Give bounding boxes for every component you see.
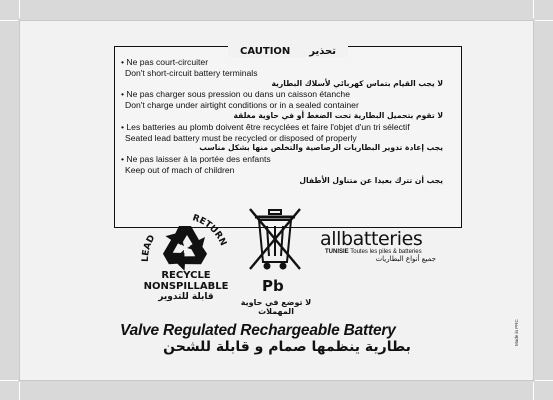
caution-line: Keep out of mach of children bbox=[125, 164, 235, 175]
caution-title: CAUTION bbox=[234, 46, 296, 57]
caution-line: • Ne pas charger sous pression ou dans un caisson étanche bbox=[121, 89, 350, 100]
brand-name: allbatteries bbox=[320, 228, 423, 250]
pb-symbol: Pb bbox=[262, 277, 284, 295]
caution-text bbox=[121, 57, 457, 187]
recycle-line-ar: قابلة للتدوير bbox=[158, 292, 214, 302]
recycle-arc-right: RETURN bbox=[191, 213, 228, 248]
svg-text:LEAD bbox=[141, 234, 158, 263]
disposal-text-ar: لا توضع في حاوية المهملات bbox=[240, 298, 312, 316]
caution-line-ar: يجب إعادة تدوير البطاريات الرصاصية والتخلص منها بشكل مناسب bbox=[199, 143, 443, 153]
crop-mark-tr-v bbox=[533, 0, 534, 18]
product-title: Valve Regulated Rechargeable Battery bbox=[120, 322, 396, 339]
caution-line: Seated lead battery must be recycled or disposed of properly bbox=[125, 132, 357, 143]
crop-mark-bl-h bbox=[0, 380, 18, 381]
caution-line-ar: لا يجب القيام بتماس كهربائي لأسلاك البطارية bbox=[271, 78, 443, 88]
brand-logo bbox=[320, 228, 436, 263]
product-title-ar: بطارية ينظمها صمام و قابلة للشحن bbox=[163, 339, 411, 355]
brand-tagline-fr: Toutes les piles & batteries bbox=[350, 249, 422, 255]
crop-mark-tr-h bbox=[535, 20, 553, 21]
caution-line: • Les batteries au plomb doivent être recyclées et faire l'objet d'un tri sélectif bbox=[121, 121, 410, 132]
crop-mark-tl-h bbox=[0, 20, 18, 21]
caution-title-ar: تحذير bbox=[303, 46, 342, 57]
caution-line: Don't charge under airtight conditions or in a sealed container bbox=[125, 100, 359, 111]
crop-mark-br-v bbox=[533, 382, 534, 400]
recycle-arc-left: LEAD bbox=[140, 233, 158, 263]
caution-line: • Ne pas laisser à la portée des enfants bbox=[121, 154, 271, 165]
crop-mark-tl-v bbox=[19, 0, 20, 18]
brand-city: TUNISIE bbox=[325, 249, 349, 255]
brand-tagline-ar: جميع أنواع البطاريات bbox=[375, 255, 436, 263]
caution-line: • Ne pas court-circuiter bbox=[121, 57, 209, 67]
caution-line: Don't short-circuit battery terminals bbox=[125, 67, 258, 78]
caution-heading bbox=[115, 39, 461, 58]
crop-mark-bl-v bbox=[19, 382, 20, 400]
recycle-line-1: RECYCLE bbox=[161, 270, 211, 281]
caution-line-ar: لا تقوم بتحميل البطارية تحت الضغط أو في حاوية مغلقة bbox=[233, 110, 443, 120]
caution-line-ar: يجب أن تترك بعيدا عن متناول الأطفال bbox=[299, 175, 443, 185]
side-text: Made in PRC bbox=[514, 319, 519, 346]
crop-mark-br-h bbox=[535, 380, 553, 381]
recycle-line-2: NONSPILLABLE bbox=[143, 281, 229, 292]
crossed-bin-icon bbox=[247, 206, 303, 276]
